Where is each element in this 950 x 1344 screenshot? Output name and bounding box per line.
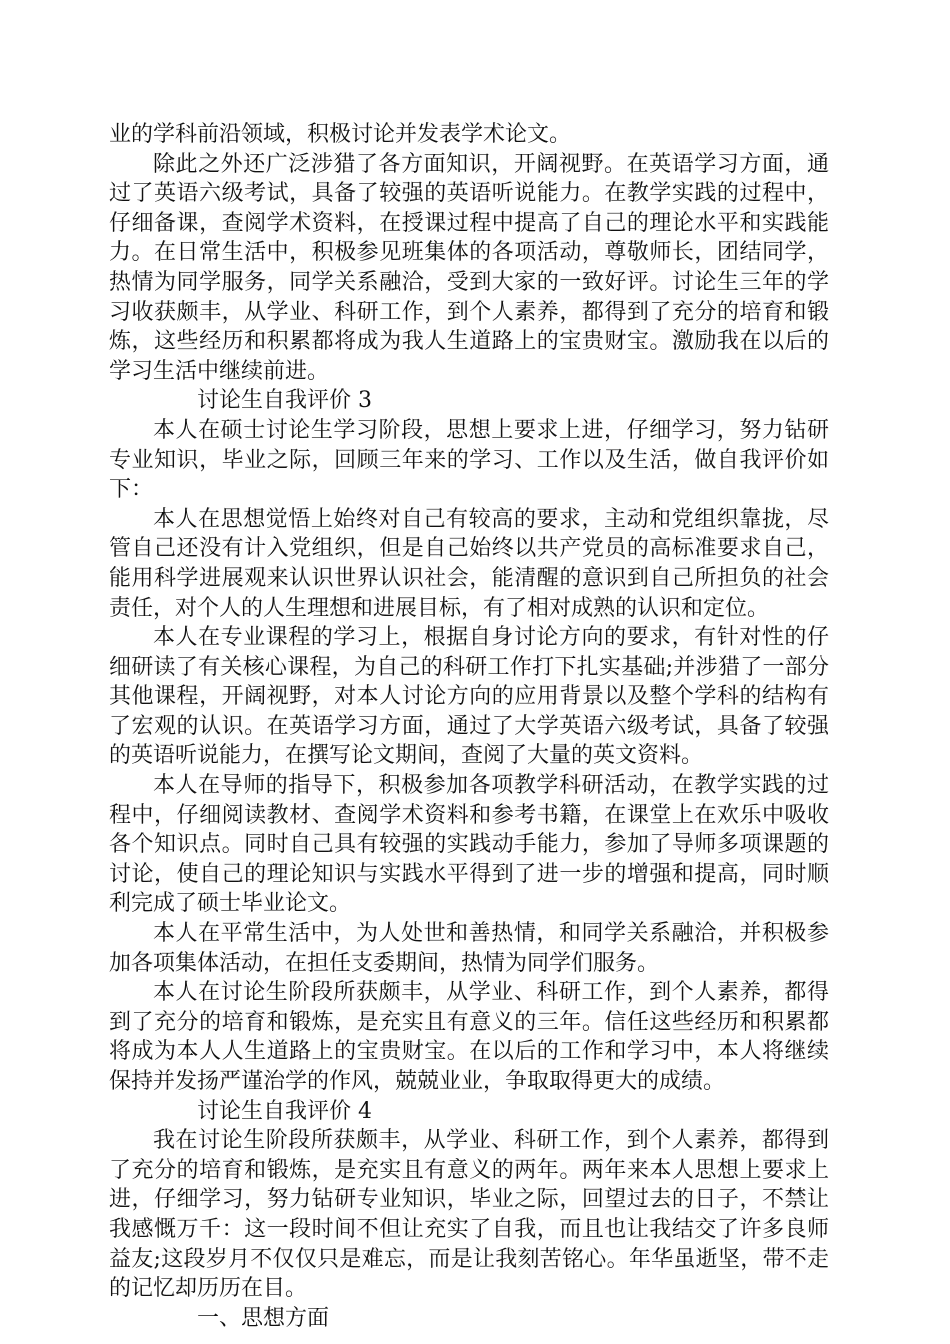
section-heading-evaluation-3: 讨论生自我评价 3 bbox=[197, 388, 372, 414]
paragraph-summary-3: 本人在讨论生阶段所获颇丰，从学业、科研工作，到个人素养，都得到了充分的培育和锻炼，是充实且有意义的三年。信任这些经历和积累都将成为本人人生道路上的宝贵财宝。在以后的工作和学习中，本人将继续保持并发扬严谨治学的作风，兢兢业业，争取取得更大的成绩。 bbox=[109, 980, 829, 1094]
document-page bbox=[109, 120, 829, 1333]
paragraph-broad-knowledge: 除此之外还广泛涉猎了各方面知识，开阔视野。在英语学习方面，通过了英语六级考试，具备了较强的英语听说能力。在教学实践的过程中，仔细备课，查阅学术资料，在授课过程中提高了自己的理论水平和实践能力。在日常生活中，积极参见班集体的各项活动，尊敬师长，团结同学，热情为同学服务，同学关系融洽，受到大家的一致好评。讨论生三年的学习收获颇丰，从学业、科研工作，到个人素养，都得到了充分的培育和锻炼，这些经历和积累都将成为我人生道路上的宝贵财宝。激励我在以后的学习生活中继续前进。 bbox=[109, 151, 829, 384]
paragraph-research-3: 本人在导师的指导下，积极参加各项教学科研活动，在教学实践的过程中，仔细阅读教材、查阅学术资料和参考书籍，在课堂上在欢乐中吸收各个知识点。同时自己具有较强的实践动手能力，参加了导师多项课题的讨论，使自己的理论知识与实践水平得到了进一步的增强和提高，同时顺利完成了硕士毕业论文。 bbox=[109, 773, 829, 917]
paragraph-daily-life-3: 本人在平常生活中，为人处世和善热情，和同学关系融洽，并积极参加各项集体活动，在担任支委期间，热情为同学们服务。 bbox=[109, 921, 829, 976]
paragraph-intro-3: 本人在硕士讨论生学习阶段，思想上要求上进，仔细学习，努力钻研专业知识，毕业之际，回顾三年来的学习、工作以及生活，做自我评价如下： bbox=[109, 417, 829, 503]
section-heading-evaluation-4: 讨论生自我评价 4 bbox=[197, 1098, 372, 1124]
paragraph-intro-4: 我在讨论生阶段所获颇丰，从学业、科研工作，到个人素养，都得到了充分的培育和锻炼，是充实且有意义的两年。两年来本人思想上要求上进，仔细学习，努力钻研专业知识，毕业之际，回望过去的日子，不禁让我感慨万千：这一段时间不但让充实了自我，而且也让我结交了许多良师益友;这段岁月不仅仅只是难忘，而是让我刻苦铭心。年华虽逝坚，带不走的记忆却历历在目。 bbox=[109, 1128, 829, 1302]
paragraph-ideology-3: 本人在思想觉悟上始终对自己有较高的要求，主动和党组织靠拢，尽管自己还没有计入党组织，但是自己始终以共产党员的高标准要求自己，能用科学进展观来认识世界认识社会，能清醒的意识到自己所担负的社会责任，对个人的人生理想和进展目标，有了相对成熟的认识和定位。 bbox=[109, 506, 829, 621]
subsection-heading-ideology: 一、思想方面 bbox=[197, 1305, 330, 1331]
paragraph-continuation: 业的学科前沿领域，积极讨论并发表学术论文。 bbox=[109, 122, 572, 147]
paragraph-courses-3: 本人在专业课程的学习上，根据自身讨论方向的要求，有针对性的仔细研读了有关核心课程，为自己的科研工作打下扎实基础;并涉猎了一部分其他课程，开阔视野，对本人讨论方向的应用背景以及整个学科的结构有了宏观的认识。在英语学习方面，通过了大学英语六级考试，具备了较强的英语听说能力，在撰写论文期间，查阅了大量的英文资料。 bbox=[109, 625, 829, 769]
